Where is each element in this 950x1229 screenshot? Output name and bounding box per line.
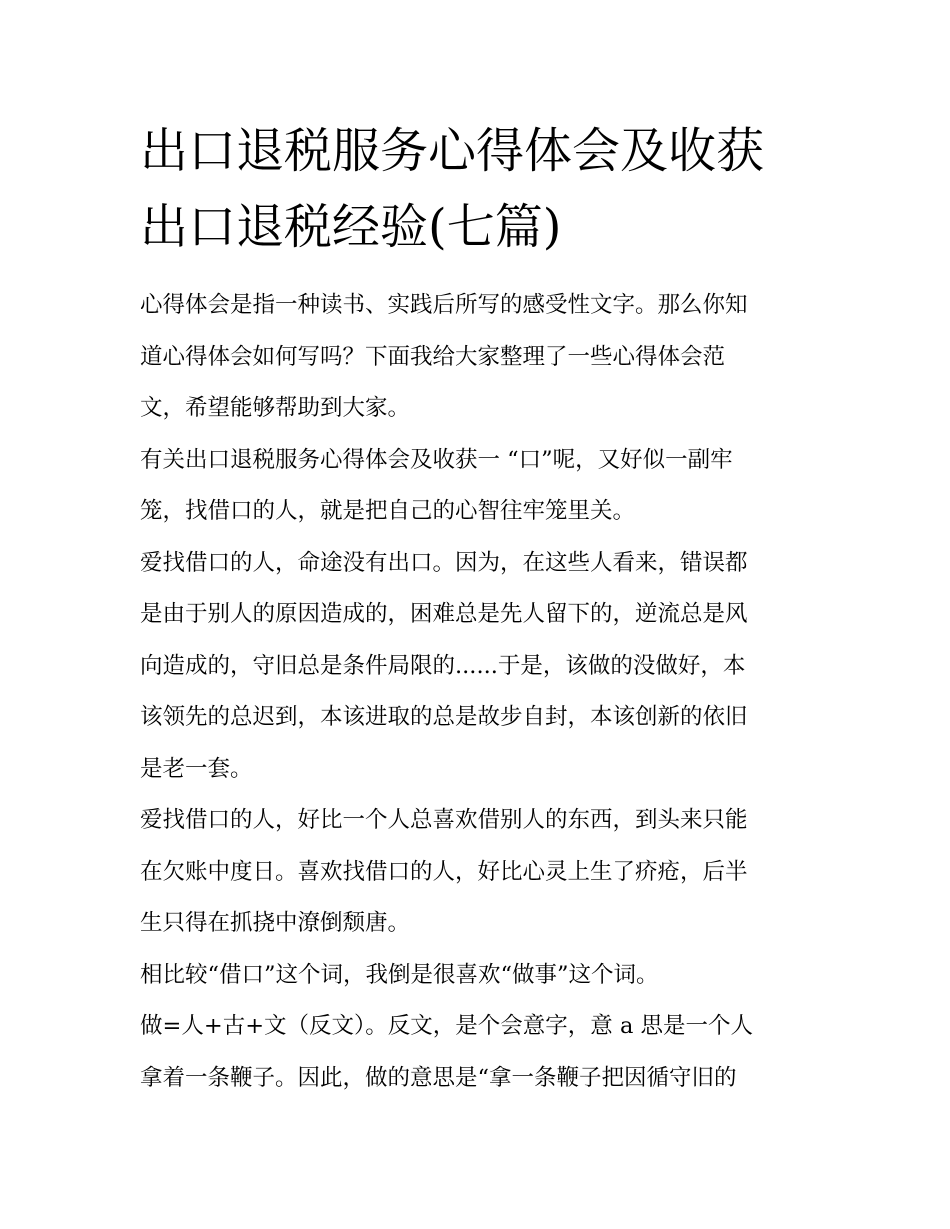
body-line: 在欠账中度日。喜欢找借口的人，好比心灵上生了疥疮，后半 bbox=[140, 858, 748, 885]
body-line: 该领先的总迟到，本该进取的总是故步自封，本该创新的依旧 bbox=[140, 704, 748, 730]
body-line: 笼，找借口的人，就是把自己的心智往牢笼里关。 bbox=[140, 498, 636, 524]
body-line: 爱找借口的人，好比一个人总喜欢借别人的东西，到头来只能 bbox=[140, 807, 748, 833]
body-line: 道心得体会如何写吗？下面我给大家整理了一些心得体会范 bbox=[140, 343, 726, 370]
title-line: 出口退税经验(七篇) bbox=[140, 199, 562, 255]
body-line: 是老一套。 bbox=[140, 755, 253, 782]
body-line: 是由于别人的原因造成的，困难总是先人留下的，逆流总是风 bbox=[140, 601, 748, 627]
body-line: 爱找借口的人，命途没有出口。因为，在这些人看来，错误都 bbox=[140, 549, 748, 576]
body-line: 文，希望能够帮助到大家。 bbox=[140, 395, 411, 421]
body-line: 拿着一条鞭子。因此，做的意思是“拿一条鞭子把因循守旧的 bbox=[140, 1064, 737, 1091]
document-title bbox=[140, 113, 820, 265]
body-line: 生只得在抓挠中潦倒颓唐。 bbox=[140, 910, 411, 936]
body-line: 相比较“借口”这个词，我倒是很喜欢“做事”这个词。 bbox=[140, 961, 659, 988]
title-line: 出口退税服务心得体会及收获 bbox=[140, 123, 765, 179]
document-body bbox=[140, 280, 820, 1104]
body-line: 向造成的，守旧总是条件局限的......于是，该做的没做好，本 bbox=[140, 652, 746, 679]
body-line: 有关出口退税服务心得体会及收获一 “口”呢，又好似一副牢 bbox=[140, 446, 733, 473]
body-line: 做=人+古+文（反文）。反文，是个会意字，意 a 思是一个人 bbox=[140, 1013, 754, 1039]
body-line: 心得体会是指一种读书、实践后所写的感受性文字。那么你知 bbox=[140, 292, 748, 318]
